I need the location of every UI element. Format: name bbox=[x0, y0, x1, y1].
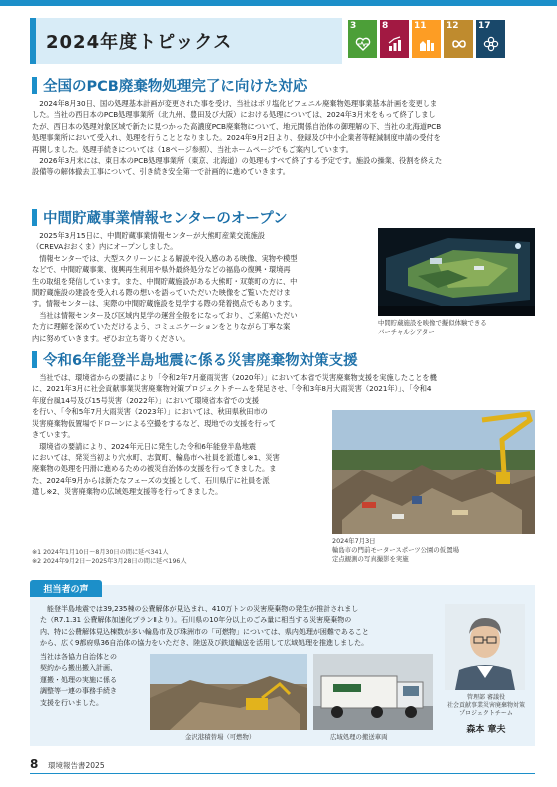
text-line: 内に努めていきます。ぜひお立ち寄りください。 bbox=[32, 333, 190, 343]
debris-site-image bbox=[332, 410, 535, 534]
text-line: 設備等の解体撤去工事について、引き続き安全第一で計画的に進めていきます。 bbox=[32, 167, 290, 177]
footnote: ※1 2024年1月10日〜8月30日の間に延べ341人 bbox=[32, 549, 169, 556]
caption-line: 中間貯蔵施設を映像で擬似体験できる bbox=[378, 319, 487, 327]
sdg-number: 8 bbox=[382, 21, 389, 31]
text-line: た、2024年9月からは新たなフェーズの支援として、石川県庁に社員を派 bbox=[32, 475, 270, 485]
sdg-goal-8 bbox=[380, 20, 409, 58]
section-heading: 中間貯蔵事業情報センターのオープン bbox=[43, 210, 288, 227]
kanazawa-port-photo bbox=[150, 654, 307, 730]
section-title-center bbox=[32, 208, 288, 226]
noto-body-full bbox=[32, 372, 534, 395]
sdg-goal-12 bbox=[444, 20, 473, 58]
footnote: ※2 2024年9月2日〜2025年3月28日の間に延べ196人 bbox=[32, 558, 187, 565]
staff-portrait bbox=[445, 604, 525, 690]
affiliation-line: 社会貢献事業災害廃棄物対策 bbox=[446, 702, 525, 709]
staff-voice-tab: 担当者の声 bbox=[30, 580, 102, 597]
text-line: す。情報センターは、実際の中間貯蔵施設を見学する際の発着拠点でもあります。 bbox=[32, 299, 297, 309]
section-heading: 全国のPCB廃棄物処理完了に向けた対応 bbox=[43, 78, 308, 95]
truck-caption: 広域処理の搬送車両 bbox=[330, 733, 388, 741]
kanazawa-caption: 金沢港積替場（可燃物） bbox=[185, 733, 256, 741]
text-line: 当社は各協力自治体との bbox=[40, 653, 117, 661]
text-line: 当社は情報センター及び区域内見学の運営全般をになっており、ご来館いただい bbox=[32, 310, 298, 320]
section-marker bbox=[32, 209, 37, 226]
heartbeat-icon bbox=[355, 36, 371, 52]
voice-body-narrow bbox=[40, 652, 145, 709]
sdg-goal-17 bbox=[476, 20, 505, 58]
text-line: 調整等一連の事務手続き bbox=[40, 687, 117, 696]
center-body bbox=[32, 230, 372, 344]
sdg-goal-3 bbox=[348, 20, 377, 58]
caption-line: 2024年7月3日 bbox=[332, 537, 376, 545]
center-photo-caption bbox=[378, 319, 535, 337]
affiliation-line: 管理部 審議役 bbox=[467, 694, 505, 701]
text-line: たが、西日本の処理対象区域で新たに見つかった高濃度PCB廃棄物について、地元関係自治体の御理解の下、当社の北海道PCB bbox=[32, 121, 442, 131]
text-line: 運搬・処理の実施に係る bbox=[40, 675, 117, 684]
text-line: きています。 bbox=[32, 430, 75, 440]
page-title: 2024年度トピックス bbox=[46, 32, 233, 53]
kanazawa-port-image bbox=[150, 654, 307, 730]
text-line: を行い、「令和5年7月大雨災害（2023年）」においては、秋田県秋田市の bbox=[32, 407, 268, 417]
virtual-theater-image bbox=[378, 228, 535, 316]
text-line: などで、中間貯蔵事業、復興再生利用や県外最終処分などの福島の復興・環境再 bbox=[32, 265, 291, 275]
text-line: 廃棄物の処理を円滑に進めるための被災自治体の支援を行ってきました。ま bbox=[32, 464, 277, 474]
debris-site-photo bbox=[332, 410, 535, 534]
caption-line: 定点観測の写真撮影を実施 bbox=[332, 555, 409, 563]
text-line: 2026年3月末には、東日本のPCB処理事業所（東京、北海道）の処理もすべて終了する予定です。施設の操業、役割を終えた bbox=[32, 156, 443, 166]
staff-name: 森本 章夫 bbox=[466, 725, 506, 735]
text-line: 内、特に公費解体見込棟数が多い輪島市及び珠洲市の「可燃物」については、県内処理が困難であること bbox=[40, 627, 369, 636]
text-line: 環境省の要請により、2024年元日に発生した令和6年能登半島地震 bbox=[32, 441, 257, 451]
text-line: においては、発災当初より穴水町、志賀町、輪島市へ社員を派遣し※1、災害 bbox=[32, 453, 280, 463]
report-name: 環境報告書2025 bbox=[48, 761, 105, 770]
caption-line: バーチャルシアター bbox=[378, 328, 435, 336]
text-line: 再開しました。処理手続きについては（18ページ参照）、当社ホームページでもご案内しています。 bbox=[32, 144, 353, 154]
text-line: 当社では、環境省からの要請により「令和2年7月豪雨災害（2020年）」において本省で災害廃棄物支援を実施したことを機 bbox=[32, 373, 437, 382]
noto-body-narrow bbox=[32, 395, 327, 498]
text-line: た方に理解を深めていただけるよう、コミュニケーションをとりながら丁寧な案 bbox=[32, 322, 291, 332]
noto-footnotes bbox=[32, 548, 327, 566]
page-header bbox=[30, 18, 342, 64]
partnership-flower-icon bbox=[483, 36, 499, 52]
sdg-icons bbox=[348, 20, 505, 58]
text-line: 処理事業所において受入れ、処理を行うこととなりました。2024年9月2日より、登録及び中小企業者等軽減制度申請の受付を bbox=[32, 133, 441, 143]
text-line: 生の取組を発信しています。また、中間貯蔵施設がある大熊町・双葉町の方に、中 bbox=[32, 276, 298, 286]
affiliation-line: プロジェクトチーム bbox=[459, 710, 513, 717]
text-line: 2025年3月15日に、中間貯蔵事業情報センターが大熊町産業交流施設 bbox=[32, 231, 265, 240]
theater-photo bbox=[378, 228, 535, 316]
top-accent-bar bbox=[0, 0, 557, 6]
text-line: した。当社の西日本のPCB処理事業所（北九州、豊田及び大阪）における処理については、2024年3月末をもって終了しまし bbox=[32, 110, 436, 120]
text-line: から、広く9都府県36自治体の協力をいただき、陸送及び鉄道輸送を活用して広域処理を推進しました。 bbox=[40, 639, 369, 648]
noto-photo-caption bbox=[332, 537, 535, 564]
text-line: 支援を行いました。 bbox=[40, 698, 103, 707]
section-marker bbox=[32, 77, 37, 94]
sdg-number: 3 bbox=[350, 21, 357, 31]
transport-truck-image bbox=[313, 654, 433, 730]
city-buildings-icon bbox=[419, 36, 435, 52]
sdg-goal-11 bbox=[412, 20, 441, 58]
staff-portrait-image bbox=[445, 604, 525, 690]
text-line: 間貯蔵施設の建設を受入れる際の想いを語っていただいた映像をご覧いただけま bbox=[32, 288, 291, 298]
sdg-number: 11 bbox=[414, 21, 427, 31]
footer-divider bbox=[30, 773, 535, 774]
voice-body-full bbox=[40, 604, 440, 650]
text-line: に、2021年3月に社会貢献事業災害廃棄物対策プロジェクトチームを発足させ、「令和3年8月大雨災害（2021年）」、「令和4 bbox=[32, 384, 432, 394]
text-line: た（R7.1.31 公費解体加速化プランⅡより）。石川県の10年分以上のごみ量に相当する災害廃棄物の bbox=[40, 616, 352, 625]
text-line: 災害廃棄物仮置場でドローンによる空撮をするなど、現地での支援を行って bbox=[32, 418, 277, 428]
section-title-noto bbox=[32, 350, 358, 368]
caption-line: 輪島市の門前モータースポーツ公園の仮置場 bbox=[332, 546, 459, 554]
text-line: 能登半島地震では39,235棟の公費解体が見込まれ、410万トンの災害廃棄物の発生が推計されまし bbox=[40, 605, 359, 613]
text-line: 遣し※2、災害廃棄物の広域処理支援等を行ってきました。 bbox=[32, 487, 223, 497]
staff-affiliation bbox=[440, 694, 532, 718]
text-line: 情報センターでは、大型スクリーンによる解説や没入感のある映像、実物や模型 bbox=[32, 253, 298, 263]
page-number: 8 bbox=[30, 757, 39, 771]
sdg-number: 12 bbox=[446, 21, 459, 31]
sdg-number: 17 bbox=[478, 21, 491, 31]
text-line: （CREVAおおくま）内にオープンしました。 bbox=[32, 242, 178, 252]
text-line: 年度台風14号及び15号災害（2022年）」において環境省本省での支援 bbox=[32, 396, 260, 405]
growth-chart-icon bbox=[387, 36, 403, 52]
section-heading: 令和6年能登半島地震に係る災害廃棄物対策支援 bbox=[43, 352, 358, 369]
pcb-body bbox=[32, 98, 534, 178]
section-marker bbox=[32, 351, 37, 368]
section-title-pcb bbox=[32, 76, 307, 94]
text-line: 契約から搬出搬入計画、 bbox=[40, 664, 117, 673]
infinity-loop-icon bbox=[451, 36, 467, 52]
truck-photo bbox=[313, 654, 433, 730]
text-line: 2024年8月30日、国の処理基本計画が変更された事を受け、当社はポリ塩化ビフェニル廃棄物処理事業基本計画を変更しま bbox=[32, 99, 438, 108]
